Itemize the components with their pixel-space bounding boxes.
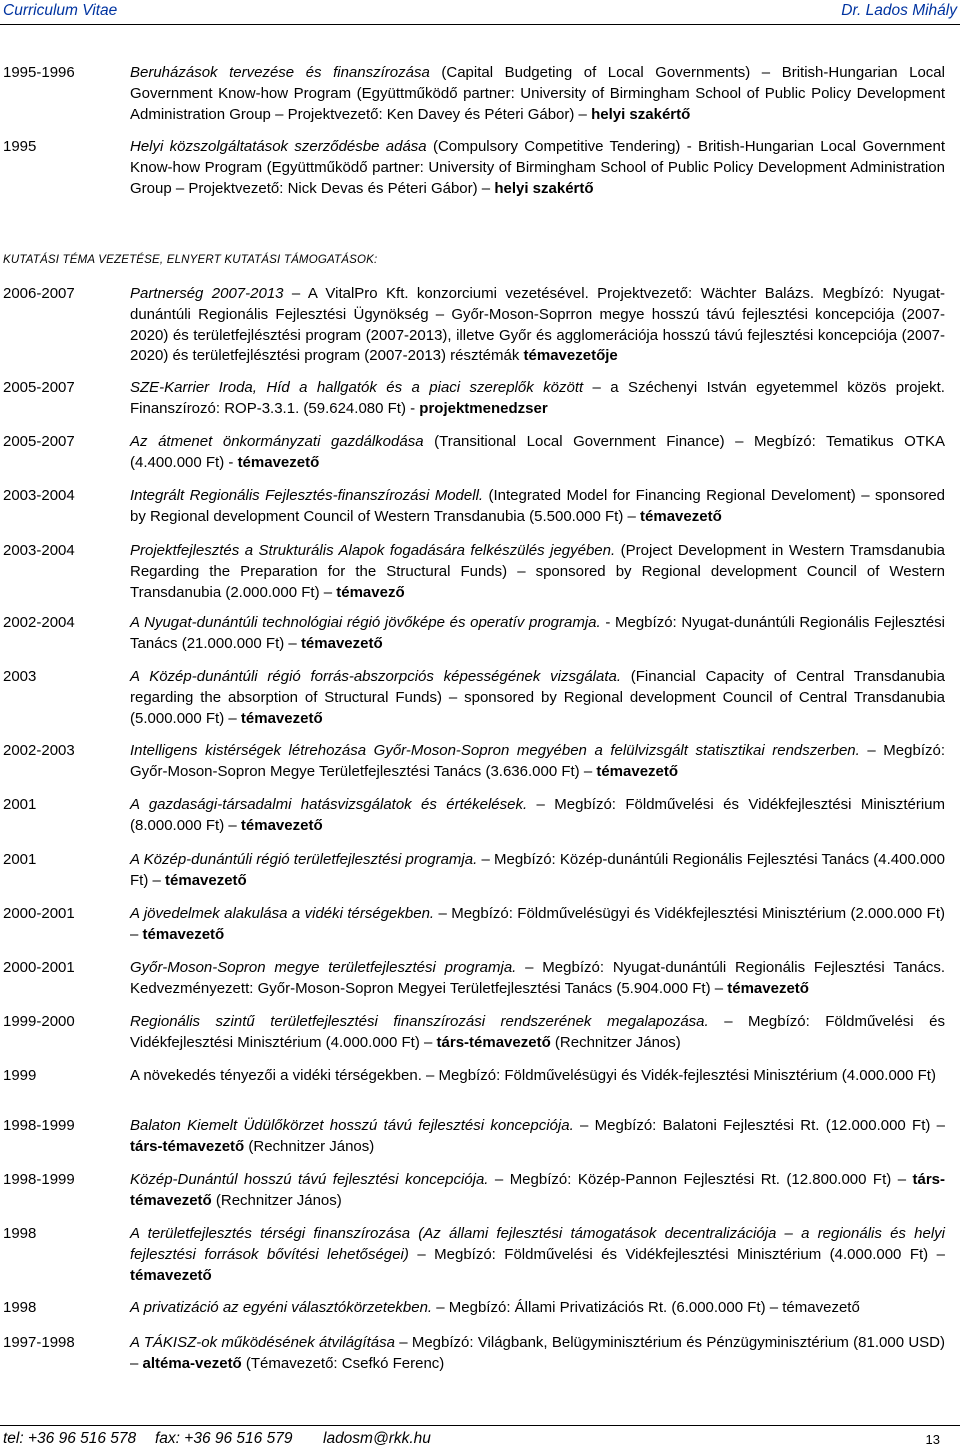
page-header <box>0 0 960 25</box>
entry-note: (Rechnitzer János) <box>550 1033 681 1051</box>
entry-year: 1998 <box>3 1225 37 1242</box>
entry-year: 1999-2000 <box>3 1013 75 1030</box>
entry-year: 2001 <box>3 796 37 813</box>
entry-text <box>130 904 945 946</box>
entry-project-title: A területfejlesztés térségi finanszírozása (Az állami fejlesztési támogatások decentralizációja – a regionális és helyi fejlesztési források bővítési lehetőségei) <box>130 1225 945 1263</box>
entry-year: 2005-2007 <box>3 433 75 450</box>
entry-text <box>130 432 945 474</box>
entry-description: – A VitalPro Kft. konzorciumi vezetésével. Projektvezető: Wächter Balázs. Megbízó: Nyugat-dunántúli Regionális Fejlesztési Ügynökség – Győr-Moson-Soprron megye hosszú távú fejlesztési koncepciója (2007-2020) és területfejlésztési program (2007-2013), illetve Győr és agglomerációja hosszú távú fejlesztési koncepciója (2007-2020) és területfejlésztési program (2007-2013) résztémák <box>130 285 946 365</box>
entry-year: 1998-1999 <box>3 1117 75 1134</box>
entry-year: 2006-2007 <box>3 285 75 302</box>
entry-text <box>130 63 945 125</box>
entry-text <box>130 284 945 367</box>
entry-text <box>130 378 945 420</box>
entry-year: 1997-1998 <box>3 1334 75 1351</box>
entry-text <box>130 1066 945 1087</box>
entry-year: 1995-1996 <box>3 64 75 81</box>
entry-year: 2002-2004 <box>3 614 75 631</box>
entry-note: (Rechnitzer János) <box>211 1191 342 1209</box>
entry-role: témavező <box>336 583 405 601</box>
entry-role: témavezető <box>237 453 320 471</box>
header-title: Curriculum Vitae <box>3 2 118 19</box>
entry-project-title: Beruházások tervezése és finanszírozása <box>130 64 430 81</box>
entry-text <box>130 613 945 655</box>
entry-description: (Capital Budgeting of Local Governments) – British-Hungarian Local Government Know-how Program (Együttműködő partner: University of Birmingham School of Public Policy Development Administration Group – Projektvezető: Ken Davey és Péteri Gábor) – <box>130 64 945 123</box>
entry-description: – Megbízó: Állami Privatizációs Rt. (6.000.000 Ft) – témavezető <box>432 1299 860 1316</box>
entry-description: – Megbízó: Győr-Moson-Sopron Megye Területfejlesztési Tanács (3.636.000 Ft) – <box>130 742 945 780</box>
entry-text <box>130 667 945 729</box>
entry-text <box>130 741 945 783</box>
entry-role: társ-témavezető <box>130 1171 945 1209</box>
entry-role: témavezető <box>727 979 809 997</box>
entry-project-title: Győr-Moson-Sopron megye területfejlesztési programja. <box>130 959 517 976</box>
entry-description: – Megbízó: Nyugat-dunántúli Regionális Fejlesztési Tanács. Kedvezményezett: Győr-Moson-Sopron Megyei Területfejlesztési Tanács (5.904.000 Ft) – <box>130 959 945 997</box>
entry-description: (Financial Capacity of Central Transdanubia regarding the absorption of Structural Funds) – sponsored by Regional development Council of Central Transdanubia (5.000.000 Ft) – <box>130 668 945 727</box>
entry-project-title: A Nyugat-dunántúli technológiai régió jövőképe és operatív programja. <box>130 614 601 631</box>
entry-year: 2001 <box>3 851 37 868</box>
entry-text <box>130 1170 945 1212</box>
page-number: 13 <box>925 1432 940 1447</box>
entry-year: 1999 <box>3 1067 37 1084</box>
entry-project-title: Helyi közszolgáltatások szerződésbe adása <box>130 138 427 155</box>
entry-description: – Megbízó: Közép-Pannon Fejlesztési Rt. (12.800.000 Ft) – <box>488 1171 913 1188</box>
entry-role: társ-témavezető <box>130 1137 245 1155</box>
entry-role: projektmenedzser <box>419 399 548 417</box>
entry-year: 2005-2007 <box>3 379 75 396</box>
section-title: KUTATÁSI TÉMA VEZETÉSE, ELNYERT KUTATÁSI TÁMOGATÁSOK: <box>3 254 378 266</box>
entry-year: 1998 <box>3 1299 37 1316</box>
entry-year: 2002-2003 <box>3 742 75 759</box>
entry-project-title: Projektfejlesztés a Strukturális Alapok fogadására felkészülés jegyében. <box>130 542 616 559</box>
entry-project-title: Regionális szintű területfejlesztési finanszírozási rendszerének megalapozása. <box>130 1013 709 1030</box>
entry-project-title: Közép-Dunántúl hosszú távú fejlesztési koncepciója. <box>130 1171 489 1188</box>
entry-description: – Megbízó: Földművelésügyi és Vidékfejlesztési Minisztérium (2.000.000 Ft) – <box>130 905 945 943</box>
entry-project-title: SZE-Karrier Iroda, Híd a hallgatók és a piaci szereplők között <box>130 379 584 396</box>
entry-text <box>130 541 945 603</box>
entry-text <box>130 1298 945 1319</box>
entry-project-title: Integrált Regionális Fejlesztés-finanszírozási Modell. <box>130 487 484 504</box>
entry-note: (Rechnitzer János) <box>244 1137 375 1155</box>
entry-year: 2000-2001 <box>3 905 75 922</box>
entry-description: – Megbízó: Balatoni Fejlesztési Rt. (12.000.000 Ft) – <box>573 1117 945 1134</box>
entry-year: 2000-2001 <box>3 959 75 976</box>
entry-description: – Megbízó: Közép-dunántúli Regionális Fejlesztési Tanács (4.400.000 Ft) – <box>130 851 945 889</box>
entry-description: A növekedés tényezői a vidéki térségekben. – Megbízó: Földművelésügyi és Vidék-fejlesztési Minisztérium (4.000.000 Ft) <box>130 1067 936 1084</box>
entry-role: témavezető <box>130 1266 212 1284</box>
entry-role: társ-témavezető <box>436 1033 551 1051</box>
entry-project-title: Partnerség 2007-2013 <box>130 285 284 302</box>
entry-role: témavezető <box>596 762 679 780</box>
entry-description: – Megbízó: Földművelési és Vidékfejlesztési Minisztérium (8.000.000 Ft) – <box>130 796 945 834</box>
entry-description: – Megbízó: Földművelési és Vidékfejlesztési Minisztérium (4.000.000 Ft) – <box>130 1013 945 1051</box>
entry-project-title: A privatizáció az egyéni választókörzetekben. <box>130 1299 433 1316</box>
entry-description: - Megbízó: Nyugat-dunántúli Regionális Fejlesztési Tanács (21.000.000 Ft) – <box>130 614 945 652</box>
entry-role: témavezető <box>165 871 247 889</box>
entry-role: altéma-vezető <box>142 1354 242 1372</box>
entry-note: (Témavezető: Csefkó Ferenc) <box>241 1354 445 1372</box>
entry-description: – a Széchenyi István egyetemmel közös projekt. Finanszírozó: ROP-3.3.1. (59.624.080 Ft) - <box>130 379 945 417</box>
entry-project-title: A jövedelmek alakulása a vidéki térségekben. <box>130 905 435 922</box>
footer-email: ladosm@rkk.hu <box>323 1430 431 1447</box>
entry-description: (Integrated Model for Financing Regional Develoment) – sponsored by Regional development Council of Western Transdanubia (5.500.000 Ft) – <box>130 487 945 525</box>
entry-text <box>130 795 945 837</box>
entry-role: témavezetője <box>523 347 618 365</box>
footer-tel: tel: +36 96 516 578 <box>3 1430 137 1447</box>
entry-text <box>130 486 945 528</box>
entry-year: 2003-2004 <box>3 542 75 559</box>
entry-role: témavezető <box>142 925 225 943</box>
entry-project-title: Az átmenet önkormányzati gazdálkodása <box>130 433 424 450</box>
entry-role: témavezető <box>240 709 323 727</box>
entry-text <box>130 1333 945 1375</box>
entry-role: témavezető <box>240 816 323 834</box>
page-footer <box>0 1425 960 1450</box>
entry-text <box>130 137 945 199</box>
entry-description: (Compulsory Competitive Tendering) - British-Hungarian Local Government Know-how Program (Együttműködő partner: University of Birmingham School of Public Policy Development Administration Group – Projektvezető: Nick Devas és Péteri Gábor) – <box>130 138 945 197</box>
entry-year: 2003-2004 <box>3 487 75 504</box>
entry-role: témavezető <box>300 634 383 652</box>
entry-role: témavezető <box>640 507 722 525</box>
entry-project-title: A gazdasági-társadalmi hatásvizsgálatok és értékelések. <box>130 796 528 813</box>
entry-text <box>130 1116 945 1158</box>
entry-text <box>130 1224 945 1286</box>
entry-description: (Transitional Local Government Finance) – Megbízó: Tematikus OTKA (4.400.000 Ft) - <box>130 433 945 471</box>
entry-year: 1998-1999 <box>3 1171 75 1188</box>
footer-fax: fax: +36 96 516 579 <box>155 1430 293 1447</box>
entry-year: 2003 <box>3 668 37 685</box>
entry-description: (Project Development in Western Tramsdanubia Regarding the Preparation for the Structural Funds) – sponsored by Regional development Council of Western Transdanubia (2.000.000 Ft) – <box>130 542 946 601</box>
entry-text <box>130 958 945 1000</box>
entry-project-title: A Közép-dunántúli régió forrás-abszorpciós képességének vizsgálata. <box>130 668 622 685</box>
entry-description: – Megbízó: Világbank, Belügyminisztérium és Pénzügyminisztérium (81.000 USD) – <box>130 1334 945 1372</box>
entry-text <box>130 1012 945 1054</box>
entry-description: – Megbízó: Földművelési és Vidékfejlesztési Minisztérium (4.000.000 Ft) – <box>408 1245 945 1263</box>
entry-role: helyi szakértő <box>591 105 691 123</box>
entry-project-title: Balaton Kiemelt Üdülőkörzet hosszú távú fejlesztési koncepciója. <box>130 1117 574 1134</box>
header-author: Dr. Lados Mihály <box>841 2 957 19</box>
entry-role: helyi szakértő <box>494 179 594 197</box>
entry-project-title: A TÁKISZ-ok működésének átvilágítása <box>130 1334 395 1351</box>
entry-text <box>130 850 945 892</box>
entry-year: 1995 <box>3 138 37 155</box>
entry-project-title: A Közép-dunántúli régió területfejlesztési programja. <box>130 851 478 868</box>
entry-project-title: Intelligens kistérségek létrehozása Győr-Moson-Sopron megyében a felülvizsgált statisztikai rendszerben. <box>130 742 860 759</box>
